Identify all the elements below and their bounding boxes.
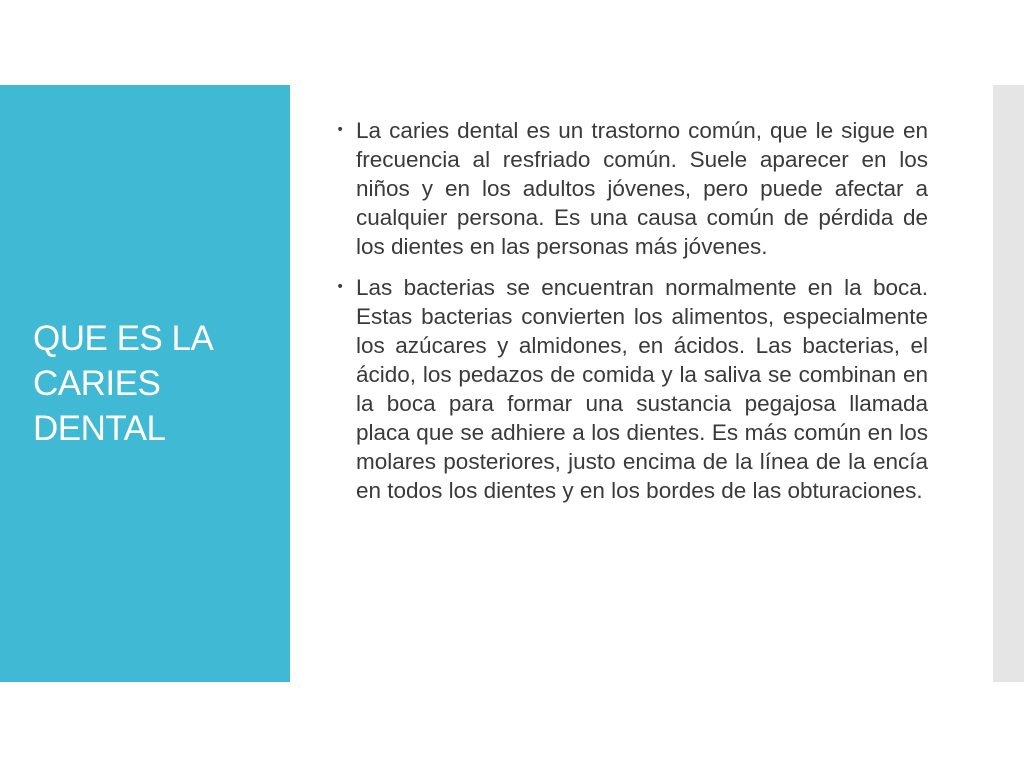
list-item bbox=[336, 273, 928, 505]
bullet-text: Las bacterias se encuentran normalmente en la boca. Estas bacterias convierten los alimentos, especialmente los azúcares y almidones, en ácidos. Las bacterias, el ácido, los pedazos de comida y la saliva se combinan en la boca para formar una sustancia pegajosa llamada placa que se adhiere a los dientes. Es más común en los molares posteriores, justo encima de la línea de la encía en todos los dientes y en los bordes de las obturaciones. bbox=[356, 275, 928, 503]
bullet-list bbox=[336, 116, 928, 517]
bullet-icon: • bbox=[336, 279, 345, 295]
bullet-text: La caries dental es un trastorno común, que le sigue en frecuencia al resfriado común. Suele aparecer en los niños y en los adultos jóvenes, pero puede afectar a cualquier persona. Es una causa común de pérdida de los dientes en las personas más jóvenes. bbox=[356, 118, 928, 259]
side-accent-bar bbox=[993, 85, 1024, 682]
bullet-icon: • bbox=[336, 122, 345, 138]
slide-title: QUE ES LA CARIES DENTAL bbox=[33, 319, 214, 448]
list-item bbox=[336, 116, 928, 261]
